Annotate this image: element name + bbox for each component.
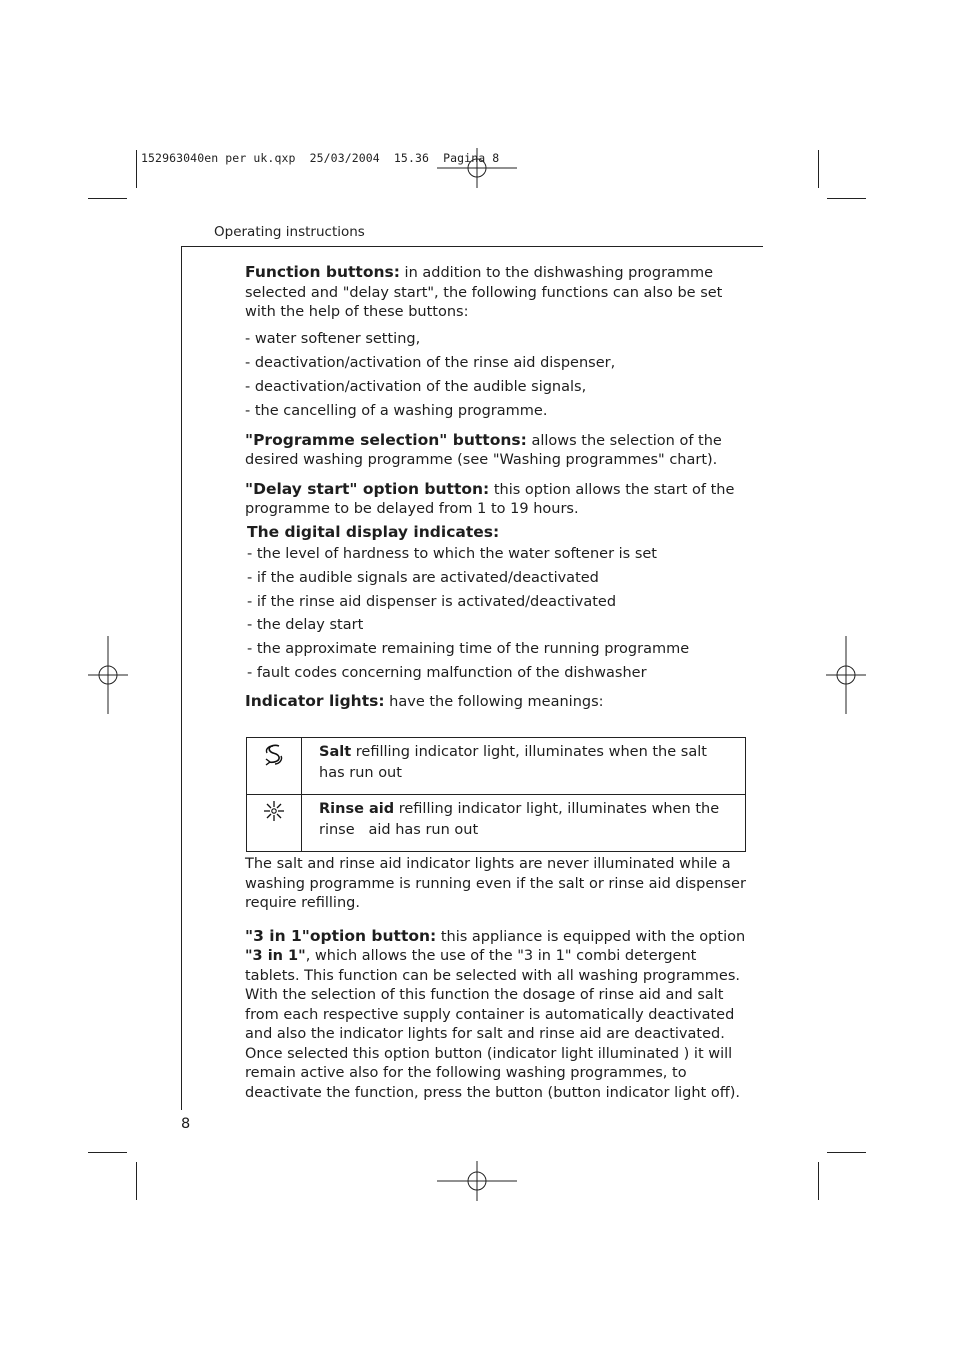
list-item: - the cancelling of a washing programme. bbox=[245, 402, 548, 419]
list-item: - the approximate remaining time of the running programme bbox=[247, 641, 690, 658]
rinse-aid-text: refilling indicator light, illuminates when the rinse aid has run out bbox=[319, 801, 724, 839]
crop-mark bbox=[818, 1162, 819, 1200]
running-header: Operating instructions bbox=[214, 224, 365, 240]
digital-display-heading-text: The digital display indicates: bbox=[247, 522, 500, 541]
three-in-one-text1: this appliance is equipped with the option bbox=[440, 928, 746, 945]
main-content bbox=[245, 263, 750, 1103]
function-buttons-heading: Function buttons: bbox=[245, 263, 400, 281]
three-in-one-option-name: "3 in 1" bbox=[245, 948, 306, 965]
delay-start-heading: "Delay start" option button: bbox=[245, 479, 490, 498]
delay-start-paragraph bbox=[245, 480, 750, 520]
programme-selection-heading: "Programme selection" buttons: bbox=[245, 430, 527, 449]
function-buttons-text: in addition to the dishwashing programme selected and "delay start", the following functions can also be set with the help of these buttons: bbox=[245, 265, 723, 320]
function-buttons-paragraph bbox=[245, 263, 750, 323]
crop-mark bbox=[88, 1152, 127, 1153]
salt-description-cell bbox=[302, 738, 746, 795]
crop-mark bbox=[88, 198, 127, 199]
registration-mark-icon bbox=[437, 1161, 517, 1201]
page-number: 8 bbox=[181, 1116, 191, 1132]
programme-selection-text: allows the selection of the desired washing programme (see "Washing programmes" chart). bbox=[245, 432, 722, 468]
salt-text: refilling indicator light, illuminates when the salt has run out bbox=[319, 744, 707, 782]
three-in-one-text2: , which allows the use of the "3 in 1" combi detergent tablets. This function can be selected with all washing programmes. bbox=[245, 948, 741, 984]
crop-mark bbox=[136, 150, 137, 188]
rinse-aid-description-cell bbox=[302, 795, 746, 852]
rinse-aid-label: Rinse aid bbox=[319, 801, 395, 818]
list-item: - the level of hardness to which the water softener is set bbox=[247, 546, 657, 562]
function-buttons-list bbox=[245, 327, 750, 423]
slug-filename: 152963040en per uk.qxp bbox=[141, 151, 296, 165]
indicator-lights-note: The salt and rinse aid indicator lights are never illuminated while a washing programme is running even if the salt or rinse aid dispenser require refilling. bbox=[245, 856, 746, 912]
crop-mark bbox=[827, 1152, 866, 1153]
slug-date: 25/03/2004 bbox=[309, 151, 380, 165]
crop-mark bbox=[818, 150, 819, 188]
slug-time: 15.36 bbox=[393, 151, 430, 165]
list-item: - if the rinse aid dispenser is activated/deactivated bbox=[247, 593, 617, 610]
list-item: - deactivation/activation of the rinse aid dispenser, bbox=[245, 354, 616, 371]
salt-indicator-icon bbox=[263, 743, 285, 767]
three-in-one-paragraph bbox=[245, 927, 750, 987]
crop-mark bbox=[827, 198, 866, 199]
programme-selection-paragraph bbox=[245, 431, 750, 471]
list-item: - if the audible signals are activated/deactivated bbox=[247, 569, 599, 586]
margin-rule bbox=[181, 246, 182, 1110]
rinse-aid-indicator-icon bbox=[263, 800, 285, 822]
three-in-one-persistence-text: Once selected this option button (indicator light illuminated ) it will remain active also for the following washing programmes, to deactivate the function, press the button (button indicator light off). bbox=[245, 1045, 740, 1101]
salt-label: Salt bbox=[319, 744, 352, 761]
three-in-one-heading: "3 in 1"option button: bbox=[245, 926, 437, 945]
table-row bbox=[247, 795, 746, 852]
list-item: - water softener setting, bbox=[245, 330, 421, 347]
list-item: - the delay start bbox=[247, 617, 364, 634]
slug-page-label: Pagina 8 bbox=[443, 151, 500, 165]
registration-mark-icon bbox=[88, 636, 128, 714]
indicator-lights-text: have the following meanings: bbox=[389, 693, 604, 710]
rinse-aid-icon-cell bbox=[247, 795, 302, 852]
salt-icon-cell bbox=[247, 738, 302, 795]
registration-mark-icon bbox=[826, 636, 866, 714]
indicator-lights-heading: Indicator lights: bbox=[245, 691, 385, 710]
list-item: - fault codes concerning malfunction of the dishwasher bbox=[247, 664, 647, 681]
indicator-lights-paragraph bbox=[245, 692, 750, 713]
three-in-one-dosage-text: With the selection of this function the dosage of rinse aid and salt from each respective supply container is automatically deactivated and also the indicator lights for salt and rinse aid are deactivated. bbox=[245, 987, 735, 1043]
list-item: - deactivation/activation of the audible signals, bbox=[245, 378, 587, 395]
indicator-lights-table bbox=[246, 737, 746, 852]
digital-display-list bbox=[247, 543, 750, 686]
digital-display-heading bbox=[247, 523, 750, 544]
header-rule bbox=[181, 246, 763, 247]
table-row bbox=[247, 738, 746, 795]
delay-start-text: this option allows the start of the programme to be delayed from 1 to 19 hours. bbox=[245, 481, 735, 517]
crop-mark bbox=[136, 1162, 137, 1200]
print-slug bbox=[141, 151, 499, 165]
